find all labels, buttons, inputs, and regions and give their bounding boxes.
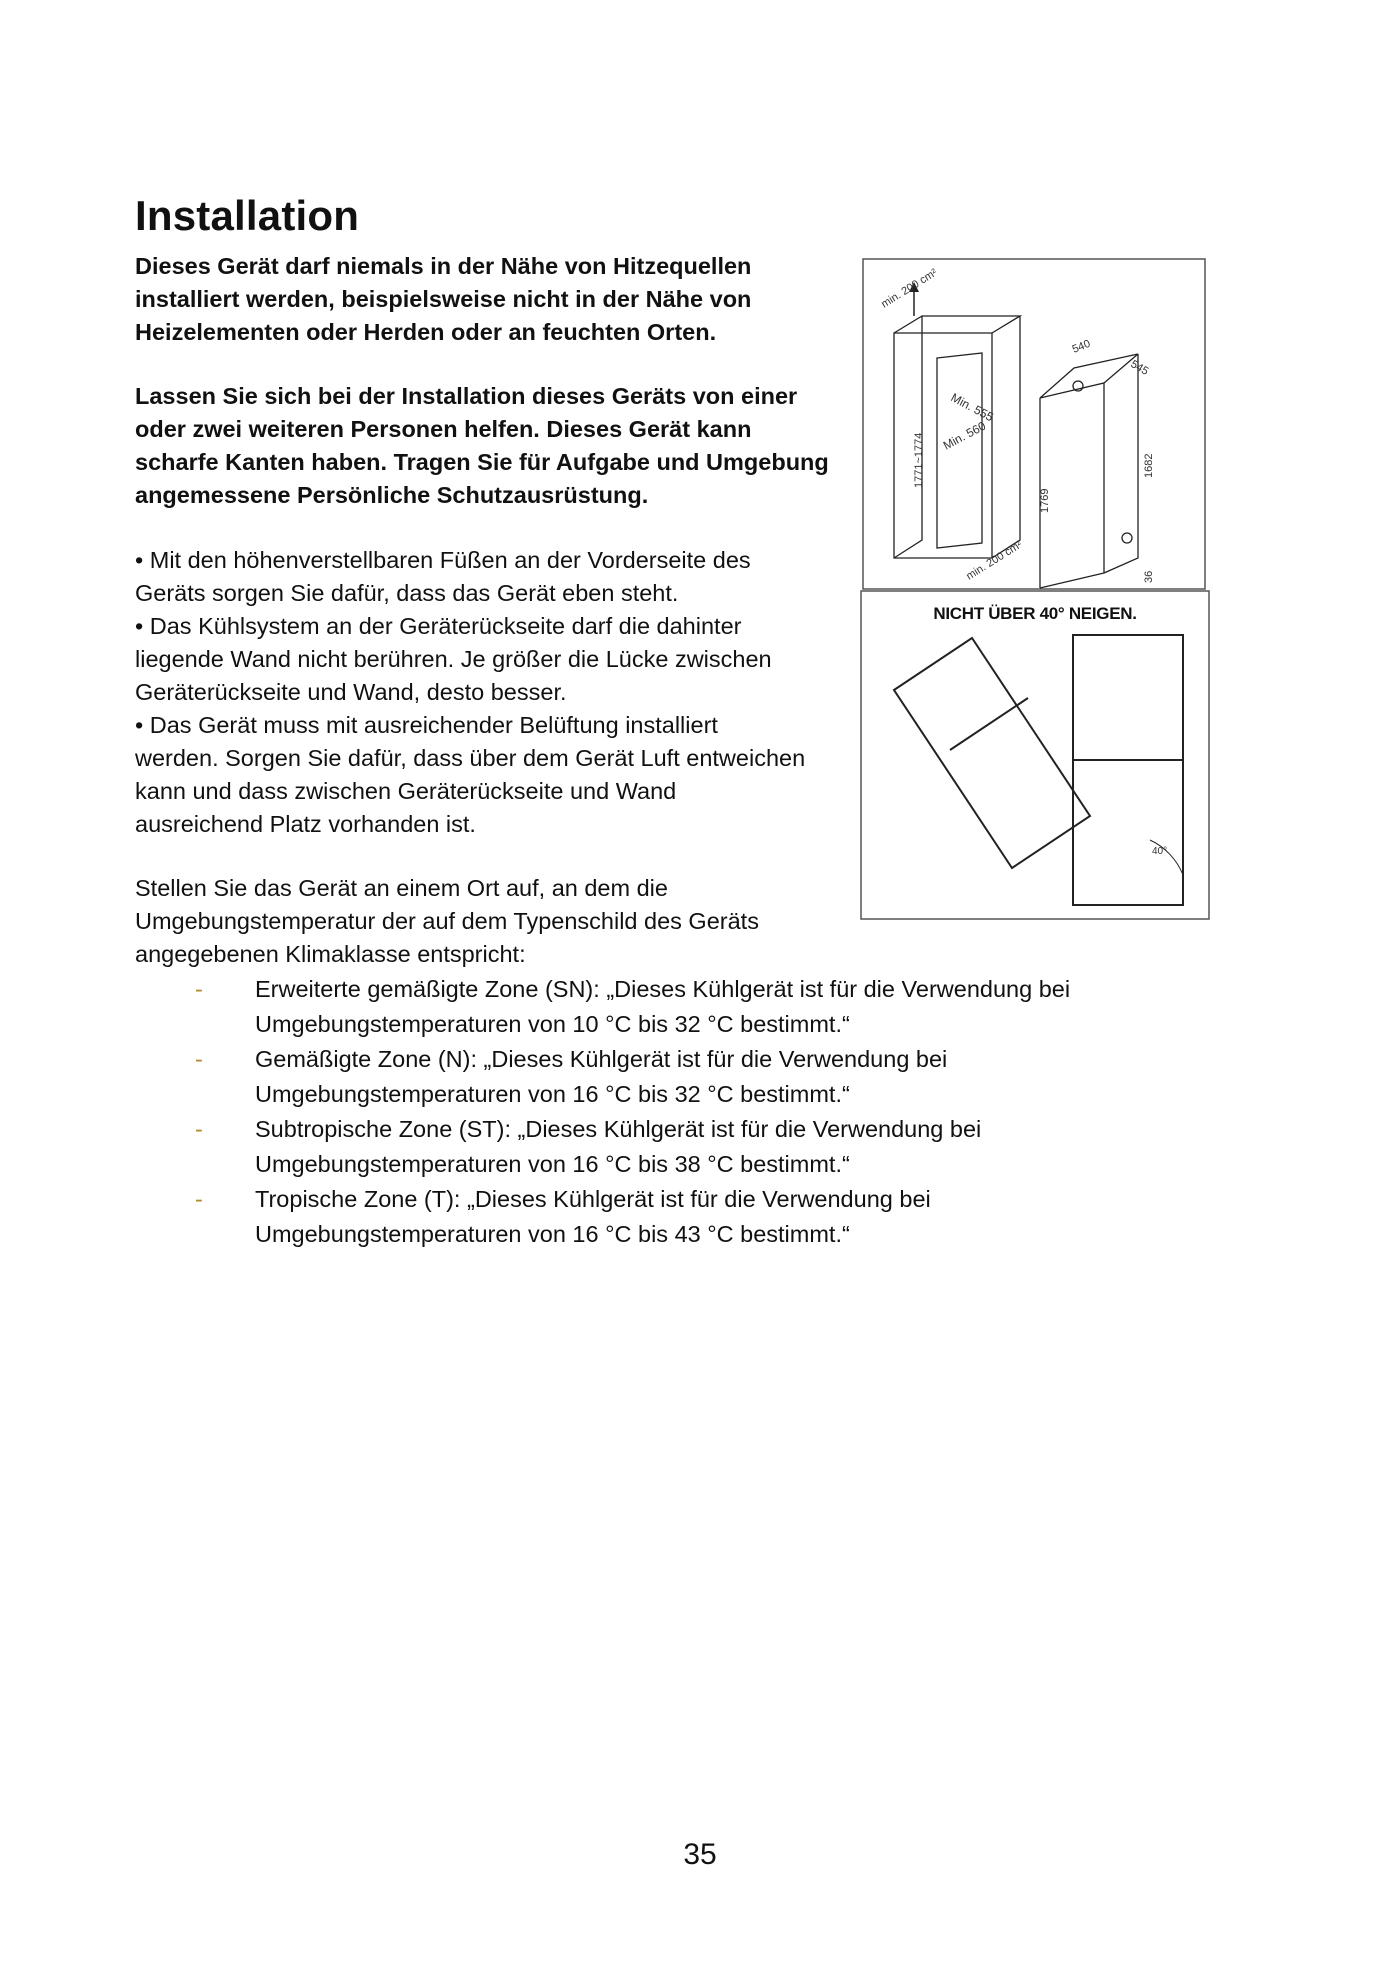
text-line: Dieses Gerät darf niemals in der Nähe von Hitzequellen bbox=[135, 253, 752, 279]
intro-paragraph-2 bbox=[135, 380, 835, 512]
dash-marker: - bbox=[195, 976, 203, 1002]
dim-545-label: 545 bbox=[1128, 358, 1151, 378]
text-line: Heizelementen oder Herden oder an feuchten Orten. bbox=[135, 319, 717, 345]
intro-paragraph-1 bbox=[135, 250, 835, 349]
dim-36-label: 36 bbox=[1143, 570, 1155, 583]
text-line: Lassen Sie sich bei der Installation dieses Geräts von einer bbox=[135, 383, 798, 409]
tilt-warning-figure bbox=[860, 590, 1210, 920]
bullet-item-line: Geräts sorgen Sie dafür, dass das Gerät eben steht. bbox=[135, 580, 679, 606]
page-number: 35 bbox=[683, 1838, 717, 1871]
zone-line: Umgebungstemperaturen von 16 °C bis 38 °C bestimmt.“ bbox=[255, 1151, 850, 1177]
vent-top-label: min. 200 cm² bbox=[879, 266, 940, 311]
text-line: angegebenen Klimaklasse entspricht: bbox=[135, 941, 526, 967]
bullet-item-line: • Das Gerät muss mit ausreichender Belüftung installiert bbox=[135, 712, 718, 738]
zone-line: Tropische Zone (T): „Dieses Kühlgerät ist für die Verwendung bei bbox=[255, 1186, 931, 1212]
zone-line: Erweiterte gemäßigte Zone (SN): „Dieses Kühlgerät ist für die Verwendung bei bbox=[255, 976, 1071, 1002]
page-title: Installation bbox=[135, 192, 360, 239]
bullet-item-line: • Mit den höhenverstellbaren Füßen an der Vorderseite des bbox=[135, 547, 751, 573]
text-line: installiert werden, beispielsweise nicht in der Nähe von bbox=[135, 286, 752, 312]
height-range-label: 1771~1774 bbox=[913, 432, 925, 488]
tilt-diagram bbox=[860, 590, 1210, 920]
dim-1682-label: 1682 bbox=[1143, 453, 1155, 478]
text-line: scharfe Kanten haben. Tragen Sie für Aufgabe und Umgebung bbox=[135, 449, 829, 475]
text-line: Umgebungstemperatur der auf dem Typenschild des Geräts bbox=[135, 908, 759, 934]
bullet-item-line: ausreichend Platz vorhanden ist. bbox=[135, 811, 476, 837]
text-line: Stellen Sie das Gerät an einem Ort auf, an dem die bbox=[135, 875, 668, 901]
climate-zone-item bbox=[135, 1042, 1135, 1112]
dash-marker: - bbox=[195, 1186, 203, 1212]
zone-line: Gemäßigte Zone (N): „Dieses Kühlgerät ist für die Verwendung bei bbox=[255, 1046, 948, 1072]
dash-marker: - bbox=[195, 1116, 203, 1142]
figure-border bbox=[861, 591, 1209, 919]
bullet-item-line: Geräterückseite und Wand, desto besser. bbox=[135, 679, 567, 705]
zone-line: Umgebungstemperaturen von 10 °C bis 32 °C bestimmt.“ bbox=[255, 1011, 850, 1037]
installation-dimensions-figure bbox=[862, 258, 1206, 590]
bullet-list bbox=[135, 544, 835, 841]
climate-zone-item bbox=[135, 972, 1135, 1042]
bullet-item-line: werden. Sorgen Sie dafür, dass über dem Gerät Luft entweichen bbox=[135, 745, 806, 771]
bullet-item-line: • Das Kühlsystem an der Geräterückseite darf die dahinter bbox=[135, 613, 742, 639]
bullet-item-line: kann und dass zwischen Geräterückseite und Wand bbox=[135, 778, 677, 804]
zone-line: Umgebungstemperaturen von 16 °C bis 43 °C bestimmt.“ bbox=[255, 1221, 850, 1247]
dim-1769-label: 1769 bbox=[1039, 488, 1051, 513]
vent-bottom-label: min. 200 cm² bbox=[964, 538, 1025, 583]
angle-label: 40° bbox=[1152, 846, 1168, 857]
zone-line: Umgebungstemperaturen von 16 °C bis 32 °C bestimmt.“ bbox=[255, 1081, 850, 1107]
min-560-label: Min. 560 bbox=[940, 418, 989, 453]
climate-zone-list bbox=[135, 972, 1135, 1252]
tilt-warning-caption: NICHT ÜBER 40° NEIGEN. bbox=[933, 604, 1137, 623]
bullet-item-line: liegende Wand nicht berühren. Je größer die Lücke zwischen bbox=[135, 646, 772, 672]
zone-line: Subtropische Zone (ST): „Dieses Kühlgerät ist für die Verwendung bei bbox=[255, 1116, 982, 1142]
climate-zone-item bbox=[135, 1112, 1135, 1182]
text-line: angemessene Persönliche Schutzausrüstung. bbox=[135, 482, 649, 508]
dim-540-label: 540 bbox=[1070, 337, 1093, 356]
climate-intro-paragraph bbox=[135, 872, 835, 971]
climate-zone-item bbox=[135, 1182, 1135, 1252]
dimensions-diagram bbox=[862, 258, 1206, 590]
dash-marker: - bbox=[195, 1046, 203, 1072]
text-line: oder zwei weiteren Personen helfen. Dieses Gerät kann bbox=[135, 416, 752, 442]
min-555-label: Min. 555 bbox=[948, 390, 996, 425]
